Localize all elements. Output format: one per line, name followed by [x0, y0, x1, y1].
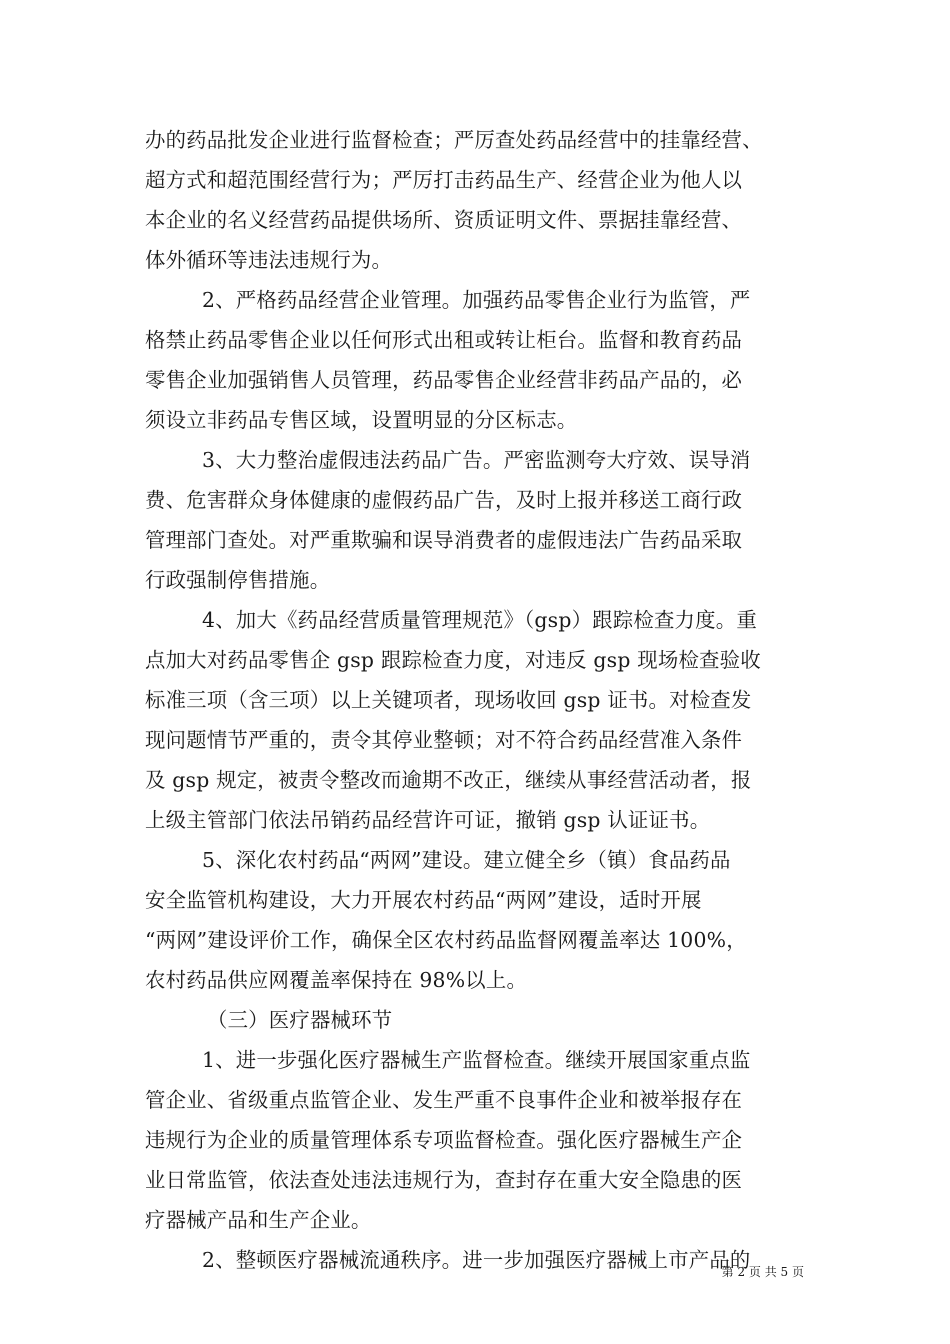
section-heading: （三）医疗器械环节 [207, 1008, 393, 1032]
text-line: 行政强制停售措施。 [145, 568, 331, 592]
text-line: 格禁止药品零售企业以任何形式出租或转让柜台。监督和教育药品 [145, 328, 743, 352]
text-line: “两网”建设评价工作，确保全区农村药品监督网覆盖率达 100%， [145, 928, 747, 952]
page-number: 第 2 页 共 5 页 [721, 1265, 804, 1279]
text-line: 管理部门查处。对严重欺骗和误导消费者的虚假违法广告药品采取 [145, 528, 743, 552]
text-line: 疗器械产品和生产企业。 [145, 1208, 372, 1232]
paragraph-3-heading-line: 3、大力整治虚假违法药品广告。严密监测夸大疗效、误导消 [202, 448, 751, 472]
document-body [145, 120, 810, 1280]
text-line: 标准三项（含三项）以上关键项者，现场收回 gsp 证书。对检查发 [145, 688, 752, 712]
text-line: 管企业、省级重点监管企业、发生严重不良事件企业和被举报存在 [145, 1088, 743, 1112]
text-line: 现问题情节严重的，责令其停业整顿；对不符合药品经营准入条件 [145, 728, 743, 752]
text-line: 零售企业加强销售人员管理，药品零售企业经营非药品产品的，必 [145, 368, 743, 392]
text-line: 体外循环等违法违规行为。 [145, 248, 393, 272]
paragraph-5-heading-line: 5、深化农村药品“两网”建设。建立健全乡（镇）食品药品 [202, 848, 731, 872]
text-line: 安全监管机构建设，大力开展农村药品“两网”建设，适时开展 [145, 888, 702, 912]
paragraph-2b-heading-line: 2、整顿医疗器械流通秩序。进一步加强医疗器械上市产品的 [202, 1248, 751, 1272]
text-line: 须设立非药品专售区域，设置明显的分区标志。 [145, 408, 578, 432]
paragraph-2-heading-line: 2、严格药品经营企业管理。加强药品零售企业行为监管，严 [202, 288, 751, 312]
paragraph-1-heading-line: 1、进一步强化医疗器械生产监督检查。继续开展国家重点监 [202, 1048, 751, 1072]
text-line: 违规行为企业的质量管理体系专项监督检查。强化医疗器械生产企 [145, 1128, 743, 1152]
text-line: 点加大对药品零售企 gsp 跟踪检查力度，对违反 gsp 现场检查验收 [145, 648, 761, 672]
text-line: 业日常监管，依法查处违法违规行为，查封存在重大安全隐患的医 [145, 1168, 743, 1192]
text-line: 农村药品供应网覆盖率保持在 98%以上。 [145, 968, 528, 992]
text-line: 费、危害群众身体健康的虚假药品广告，及时上报并移送工商行政 [145, 488, 743, 512]
text-line: 办的药品批发企业进行监督检查；严厉查处药品经营中的挂靠经营、 [145, 128, 763, 152]
text-line: 超方式和超范围经营行为；严厉打击药品生产、经营企业为他人以 [145, 168, 743, 192]
text-line: 及 gsp 规定，被责令整改而逾期不改正，继续从事经营活动者，报 [145, 768, 752, 792]
paragraph-4-heading-line: 4、加大《药品经营质量管理规范》（gsp）跟踪检查力度。重 [202, 608, 757, 632]
text-line: 本企业的名义经营药品提供场所、资质证明文件、票据挂靠经营、 [145, 208, 743, 232]
text-line: 上级主管部门依法吊销药品经营许可证，撤销 gsp 认证证书。 [145, 808, 711, 832]
